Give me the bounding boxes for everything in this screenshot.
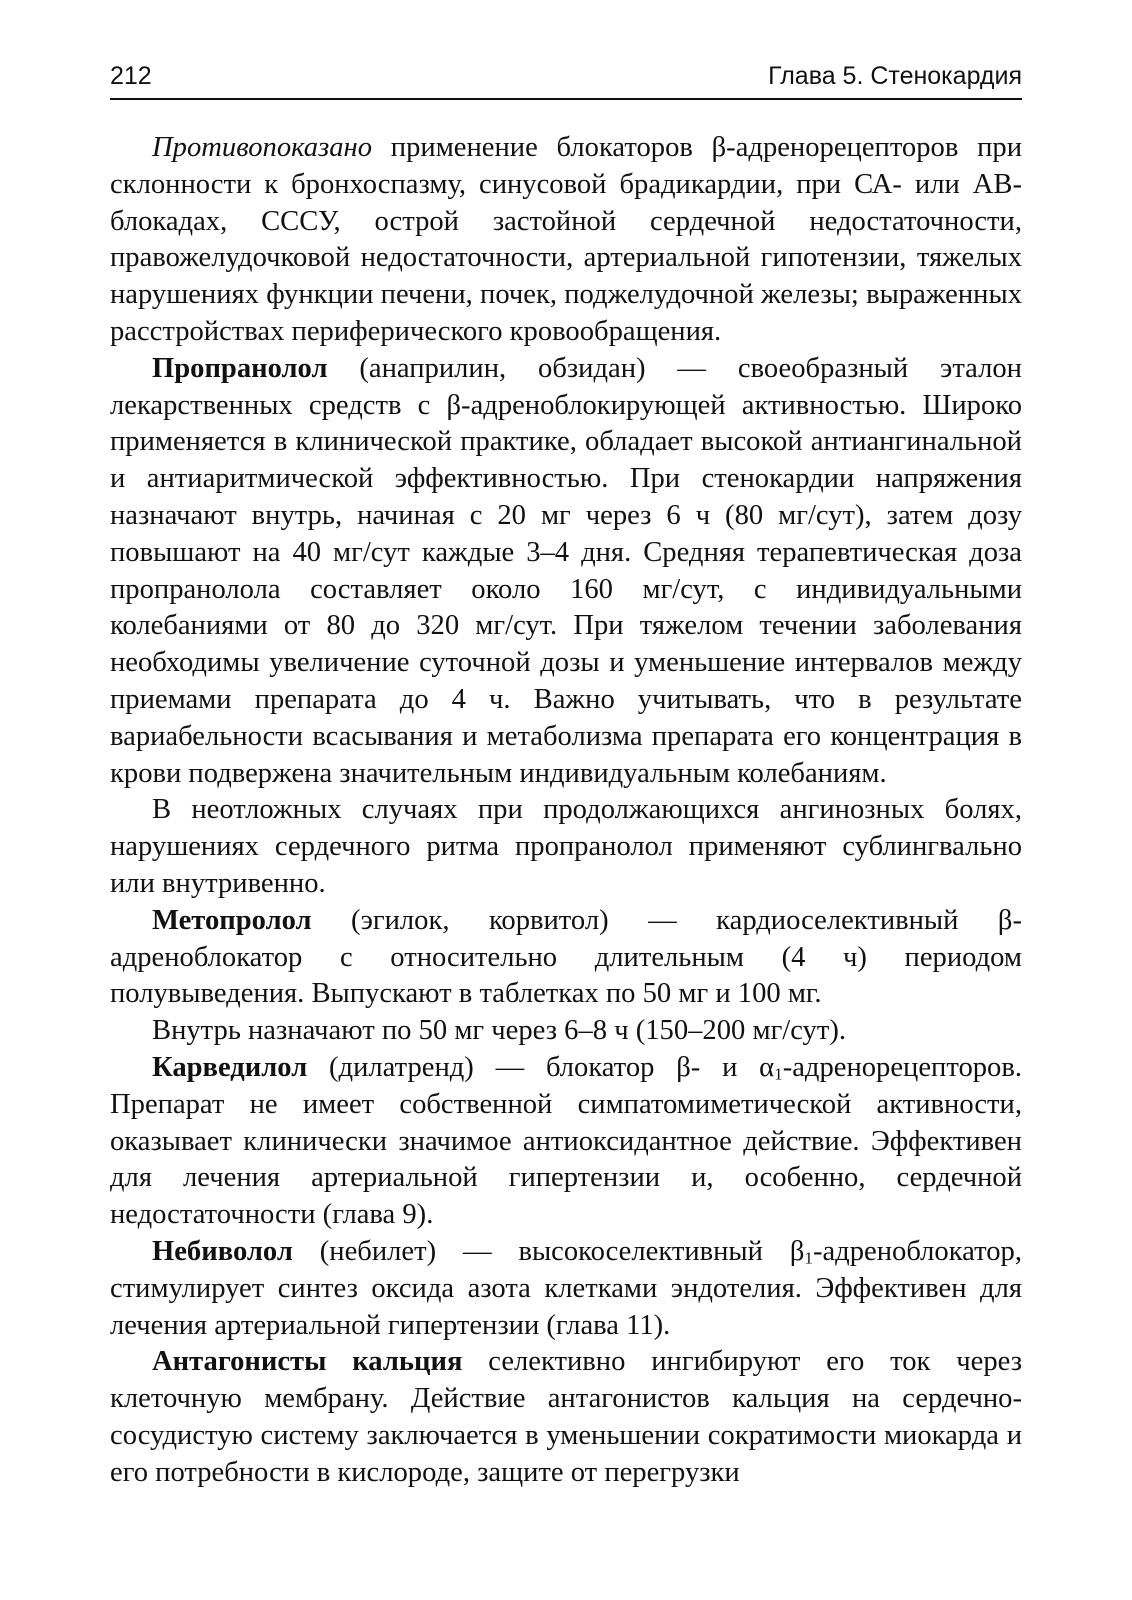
book-page xyxy=(110,60,1022,1491)
drug-class-name: Антагонисты кальция xyxy=(152,1346,463,1378)
paragraph-text: применение блокаторов β-адренорецепторов при склонности к бронхоспазму, синусовой брадикардии, при СА- или АВ-блокадах, СССУ, острой застойной сердечной недостаточности, правожелудочковой недостаточности, артериальной гипотензии, тяжелых нарушениях функции печени, почек, поджелудочной железы; выраженных расстройствах периферического кровообращения. xyxy=(110,132,1022,347)
drug-name: Карведилол xyxy=(152,1051,308,1083)
paragraph-text: (эгилок, корвитол) — кардиоселективный β-адреноблокатор с относительно длительным (4 ч) периодом полувыведения. Выпускают в таблетках по 50 мг и 100 мг. xyxy=(110,904,1022,1010)
paragraph-emergency xyxy=(110,792,1022,902)
paragraph-contraindications xyxy=(110,130,1022,351)
paragraph-lead: Противопоказано xyxy=(152,132,373,163)
paragraph-calcium-antagonists xyxy=(110,1344,1022,1491)
body-text xyxy=(110,130,1022,1491)
paragraph-text: В неотложных случаях при продолжающихся ангинозных болях, нарушениях сердечного ритма пропранолол применяют сублингвально или внутривенно. xyxy=(110,794,1022,899)
drug-name: Пропранолол xyxy=(152,352,328,384)
drug-name: Небиволол xyxy=(152,1235,293,1267)
page-number: 212 xyxy=(110,62,152,90)
paragraph-text: -адреноблокатор, стимулирует синтез оксида азота клетками эндотелия. Эффективен для лечения артериальной гипертензии (глава 11). xyxy=(110,1235,1022,1341)
paragraph-metoprolol xyxy=(110,903,1022,1013)
subscript: 1 xyxy=(804,1248,813,1268)
paragraph-carvedilol xyxy=(110,1050,1022,1234)
paragraph-text: (дилатренд) — блокатор β- и α xyxy=(307,1051,775,1083)
chapter-title: Глава 5. Стенокардия xyxy=(768,62,1022,90)
paragraph-text: селективно ингибируют его ток через клеточную мембрану. Действие антагонистов кальция на сердечно-сосудистую систему заключается в уменьшении сократимости миокарда и его потребности в кислороде, защите от перегрузки xyxy=(110,1346,1023,1488)
paragraph-text: Внутрь назначают по 50 мг через 6–8 ч (150–200 мг/сут). xyxy=(152,1015,847,1047)
paragraph-text: -адренорецепторов. Препарат не имеет собственной симпатомиметической активности, оказывает клинически значимое антиоксидантное действие. Эффективен для лечения артериальной гипертензии и, особенно, сердечной недостаточности (глава 9). xyxy=(110,1051,1022,1231)
paragraph-propranolol xyxy=(110,351,1022,793)
paragraph-text: (небилет) — высокоселективный β xyxy=(292,1235,805,1267)
paragraph-text: (анаприлин, обзидан) — своеобразный эталон лекарственных средств с β-адреноблокирующей активностью. Широко применяется в клинической практике, обладает высокой антиангинальной и антиаритмической эффективностью. При стенокардии напряжения назначают внутрь, начиная с 20 мг через 6 ч (80 мг/сут), затем дозу повышают на 40 мг/сут каждые 3–4 дня. Средняя терапевтическая доза пропранолола составляет около 160 мг/сут, с индивидуальными колебаниями от 80 до 320 мг/сут. При тяжелом течении заболевания необходимы увеличение суточной дозы и уменьшение интервалов между приемами препарата до 4 ч. Важно учитывать, что в результате вариабельности всасывания и метаболизма препарата его концентрация в крови подвержена значительным индивидуальным колебаниям. xyxy=(110,352,1022,789)
subscript: 1 xyxy=(774,1064,783,1084)
paragraph-nebivolol xyxy=(110,1234,1022,1344)
paragraph-metoprolol-dosage xyxy=(110,1013,1022,1050)
drug-name: Метопролол xyxy=(152,904,312,936)
running-header xyxy=(110,60,1022,100)
